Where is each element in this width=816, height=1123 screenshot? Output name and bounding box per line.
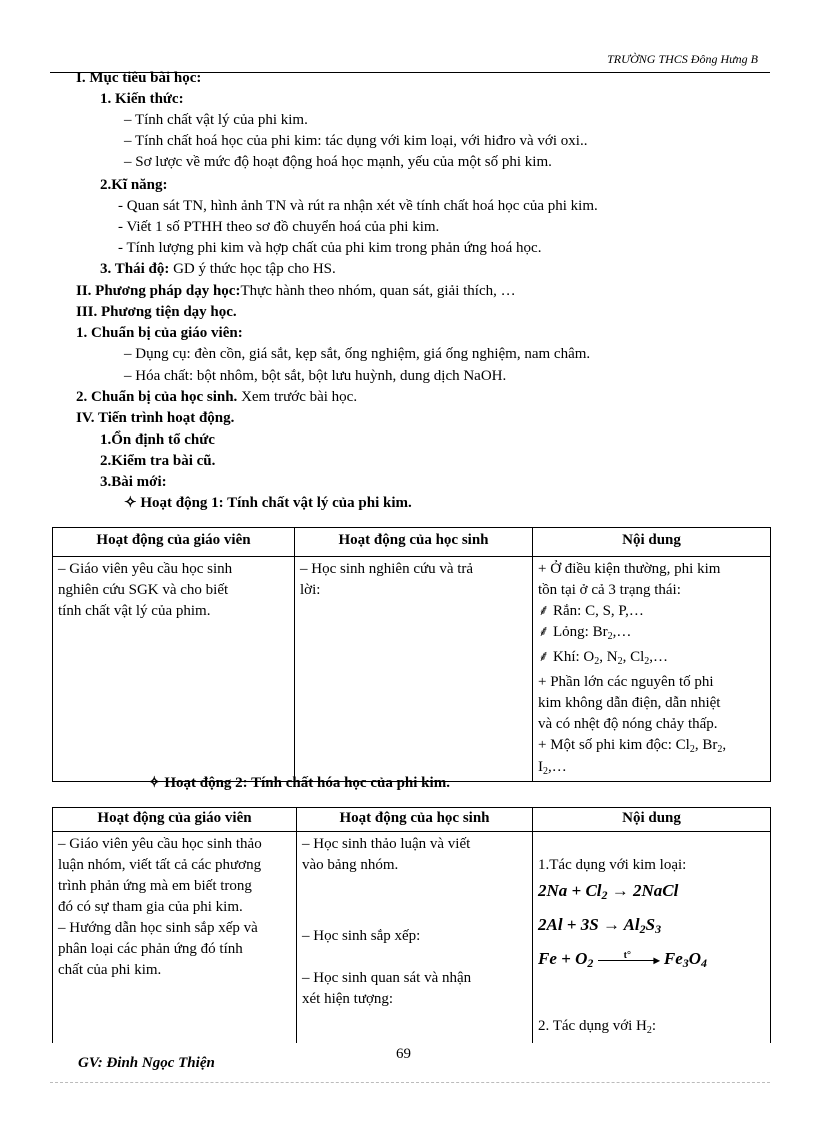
knowledge-item: – Sơ lược về mức độ hoạt động hoá học mạnh, yếu của một số phi kim. (124, 154, 552, 170)
content-cell (533, 557, 771, 782)
cell-line: kim không dẫn điện, dẫn nhiệt (538, 695, 721, 711)
column-header: Hoạt động của giáo viên (53, 528, 295, 557)
column-header: Hoạt động của học sinh (297, 808, 533, 832)
equation-na-cl (538, 876, 765, 910)
subscript: 2 (594, 656, 600, 667)
step-stabilize: 1.Ổn định tổ chức (100, 432, 215, 448)
cell-line: phân loại các phản ứng đó tính (58, 941, 243, 957)
cell-line: – Hướng dẫn học sinh sắp xếp và (58, 920, 258, 936)
subsection-teacher-prep: 1. Chuẩn bị của giáo viên: (76, 325, 243, 341)
subscript: 4 (701, 956, 708, 970)
cell-line: + Phần lớn các nguyên tố phi (538, 674, 714, 690)
cell-line: tồn tại ở cả 3 trạng thái: (538, 582, 681, 598)
cell-line: và có nhệt độ nóng chảy thấp. (538, 716, 718, 732)
subsection-knowledge: 1. Kiến thức: (100, 91, 184, 107)
ellipsis: ,… (548, 759, 567, 775)
equation-part: → 2NaCl (607, 881, 679, 900)
cell-line: + Ở điều kiện thường, phi kim (538, 561, 721, 577)
subscript: 2 (644, 656, 650, 667)
cell-line: vào bảng nhóm. (302, 857, 399, 873)
cell-line (538, 735, 765, 760)
student-prep-text: Xem trước bài học. (237, 389, 358, 405)
element-cl: Cl (630, 649, 645, 665)
cell-line: xét hiện tượng: (302, 991, 394, 1007)
column-header: Hoạt động của học sinh (295, 528, 533, 557)
reaction-arrow: ▸ t° (598, 953, 660, 967)
section-methods (76, 281, 516, 302)
equation-part: Fe + O (538, 949, 588, 968)
gas-label: ⸙ Khí: O (538, 649, 595, 665)
comma: , (599, 649, 607, 665)
teacher-activity-cell (53, 557, 295, 782)
subscript: 2 (717, 744, 723, 755)
footer-author: GV: Đinh Ngọc Thiện (78, 1055, 215, 1071)
skill-item: - Viết 1 số PTHH theo sơ đồ chuyển hoá của phi kim. (118, 219, 440, 235)
knowledge-item: – Tính chất vật lý của phi kim. (124, 112, 308, 128)
cell-line: – Học sinh sắp xếp: (302, 928, 421, 944)
cell-line: nghiên cứu SGK và cho biết (58, 582, 229, 598)
cell-line: chất của phi kim. (58, 962, 162, 978)
subsection-attitude (100, 259, 336, 280)
element-i: I (538, 759, 543, 775)
cell-line: 1.Tác dụng với kim loại: (538, 857, 687, 873)
knowledge-item: – Tính chất hoá học của phi kim: tác dụng với kim loại, với hiđro và với oxi.. (124, 133, 588, 149)
colon: : (651, 1018, 657, 1034)
section-objectives: I. Mục tiêu bài học: (76, 70, 202, 86)
subscript: 2 (639, 922, 646, 936)
cell-line: đó có sự tham gia của phi kim. (58, 899, 243, 915)
cell-line: trình phản ứng mà em biết trong (58, 878, 252, 894)
equation-part: 2Na + Cl (538, 881, 602, 900)
cell-line: – Học sinh nghiên cứu và trả (300, 561, 474, 577)
methods-label: II. Phương pháp dạy học: (76, 283, 241, 299)
comma: , (622, 649, 631, 665)
cell-line: – Giáo viên yêu cầu học sinh thảo (58, 836, 262, 852)
subscript: 2 (543, 766, 548, 777)
equation-fe-o2 (538, 944, 765, 978)
cell-line (538, 1016, 765, 1041)
activity-1-title: ✧ Hoạt động 1: Tính chất vật lý của phi kim. (124, 495, 412, 511)
cell-line (538, 647, 765, 672)
column-header: Nội dung (533, 808, 771, 832)
comma: , (694, 737, 703, 753)
equation-part: Fe (663, 949, 683, 968)
activity-2-title: ✧ Hoạt động 2: Tính chất hóa học của phi kim. (148, 775, 450, 791)
subscript: 2 (587, 956, 594, 970)
teacher-prep-item: – Hóa chất: bột nhôm, bột sắt, bột lưu huỳnh, dung dịch NaOH. (124, 368, 507, 384)
cell-line: lời: (300, 582, 321, 598)
subscript: 3 (655, 922, 662, 936)
methods-text: Thực hành theo nhóm, quan sát, giải thích, … (240, 283, 516, 299)
equation-part: S (645, 915, 656, 934)
step-review: 2.Kiểm tra bài cũ. (100, 453, 216, 469)
student-activity-cell (295, 557, 533, 782)
cell-line: luận nhóm, viết tất cả các phương (58, 857, 262, 873)
cell-line: ⸙ Rắn: C, S, P,… (538, 603, 644, 619)
ellipsis: ,… (649, 649, 669, 665)
subscript: 2 (607, 631, 613, 642)
activity-2-table (52, 807, 771, 1043)
element-br: Br (702, 737, 718, 753)
skill-item: - Tính lượng phi kim và hợp chất của phi kim trong phản ứng hoá học. (118, 240, 542, 256)
cell-line: – Học sinh quan sát và nhận (302, 970, 472, 986)
column-header: Hoạt động của giáo viên (53, 808, 297, 832)
h2-label: 2. Tác dụng với H (538, 1018, 647, 1034)
heat-symbol: t° (623, 950, 631, 962)
equation-al-s (538, 910, 765, 944)
skill-item: - Quan sát TN, hình ảnh TN và rút ra nhận xét về tính chất hoá học của phi kim. (118, 198, 598, 214)
cell-line (538, 622, 765, 647)
section-procedure: IV. Tiến trình hoạt động. (76, 410, 235, 426)
cell-line: tính chất vật lý của phim. (58, 603, 211, 619)
toxic-label: + Một số phi kim độc: Cl (538, 737, 690, 753)
attitude-label: 3. Thái độ: (100, 261, 170, 277)
subscript: 2 (646, 1025, 652, 1036)
teacher-activity-cell (53, 832, 297, 1044)
student-activity-cell (297, 832, 533, 1044)
subsection-student-prep (76, 387, 357, 408)
teacher-prep-item: – Dụng cụ: đèn cồn, giá sắt, kẹp sắt, ống nghiệm, giá ống nghiệm, nam châm. (124, 346, 591, 362)
column-header: Nội dung (533, 528, 771, 557)
cell-line (538, 760, 765, 779)
liquid-label: ⸙ Lỏng: Br (538, 624, 608, 640)
element-n: N (606, 649, 618, 665)
comma: , (722, 737, 727, 753)
step-new-lesson: 3.Bài mới: (100, 474, 167, 490)
page-number: 69 (396, 1046, 411, 1062)
activity-1-table (52, 527, 771, 782)
content-cell (533, 832, 771, 1044)
subsection-skills: 2.Kĩ năng: (100, 177, 168, 193)
school-header: TRƯỜNG THCS Đông Hưng B (607, 52, 758, 66)
equation-part: O (688, 949, 702, 968)
subscript: 3 (682, 956, 689, 970)
cell-line: – Học sinh thảo luận và viết (302, 836, 471, 852)
student-prep-label: 2. Chuẩn bị của học sinh. (76, 389, 238, 405)
footer-rule (50, 1082, 770, 1083)
cell-line: – Giáo viên yêu cầu học sinh (58, 561, 233, 577)
ellipsis: ,… (612, 624, 632, 640)
attitude-text: GD ý thức học tập cho HS. (169, 261, 336, 277)
subscript: 2 (617, 656, 623, 667)
section-materials: III. Phương tiện dạy học. (76, 304, 237, 320)
equation-part: 2Al + 3S → Al (538, 915, 640, 934)
subscript: 2 (601, 888, 608, 902)
subscript: 2 (689, 744, 695, 755)
